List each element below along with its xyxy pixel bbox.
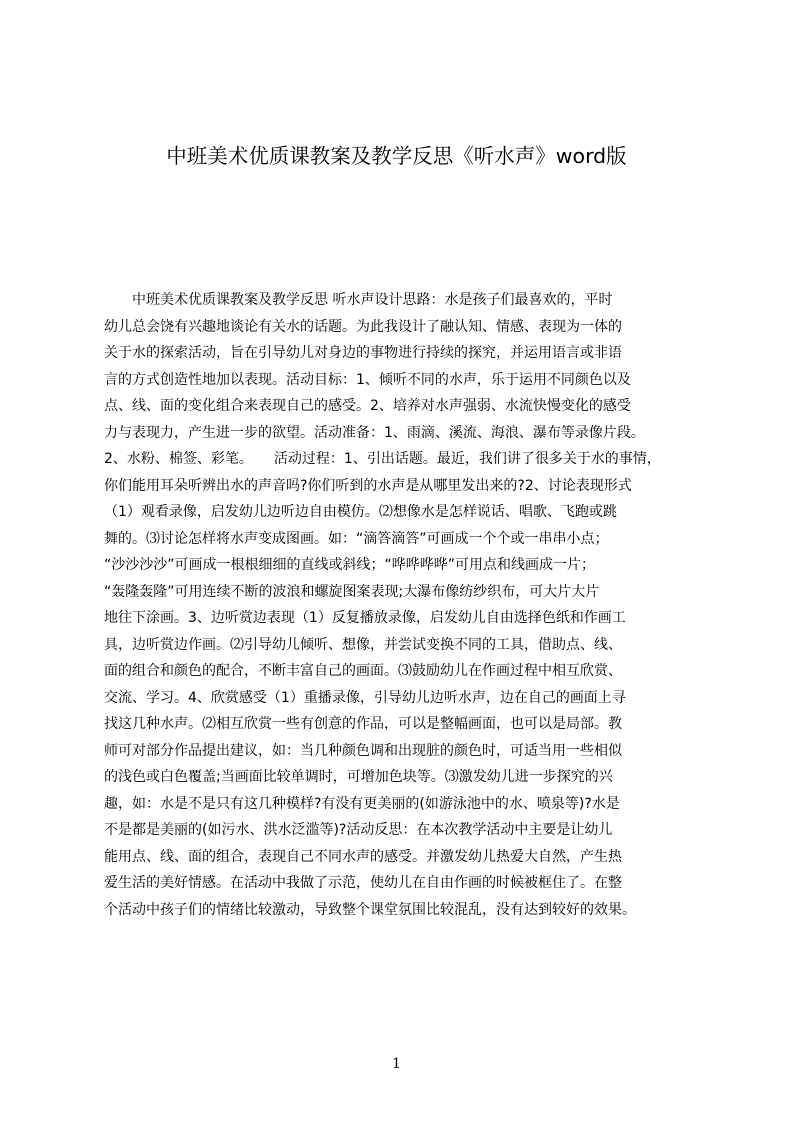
text-line: 爱生活的美好情感。在活动中我做了示范，使幼儿在自由作画的时候被框住了。在整 <box>104 875 622 891</box>
text-line: 你们能用耳朵听辨出水的声音吗?你们听到的水声是从哪里发出来的?2、讨论表现形式 <box>104 477 632 494</box>
text-line: 不是都是美丽的(如污水、洪水泛滥等)?活动反思：在本次教学活动中主要是让幼儿 <box>104 822 613 838</box>
text-line: 找这几种水声。⑵相互欣赏一些有创意的作品，可以是整幅画面，也可以是局部。教 <box>104 716 622 732</box>
text-line: 交流、学习。4、欣赏感受（1）重播录像，引导幼儿边听水声，边在自己的画面上寻 <box>104 689 626 706</box>
text-line: 力与表现力，产生进一步的欲望。活动准备：1、雨滴、溪流、海浪、瀑布等录像片段。 <box>104 424 645 441</box>
text-line: 能用点、线、面的组合，表现自己不同水声的感受。并激发幼儿热爱大自然，产生热 <box>104 848 622 865</box>
text-line: 关于水的探索活动，旨在引导幼儿对身边的事物进行持续的探究，并运用语言或非语 <box>104 345 622 361</box>
text-line: 中班美术优质课教案及教学反思 听水声设计思路：水是孩子们最喜欢的，平时 <box>104 292 613 308</box>
text-line: 具，边听赏边作画。⑵引导幼儿倾听、想像，并尝试变换不同的工具，借助点、线、 <box>104 636 622 653</box>
text-line: 点、线、面的变化组合来表现自己的感受。2、培养对水声强弱、水流快慢变化的感受 <box>104 398 631 414</box>
text-line: 幼儿总会饶有兴趣地谈论有关水的话题。为此我设计了融认知、情感、表现为一体的 <box>104 318 622 335</box>
text-line: 舞的。⑶讨论怎样将水声变成图画。如：“滴答滴答”可画成一个个或一串串小点； <box>104 530 609 547</box>
text-line: 地往下涂画。3、边听赏边表现（1）反复播放录像，启发幼儿自由选择色纸和作画工 <box>104 610 626 626</box>
text-line: “沙沙沙沙”可画成一根根细细的直线或斜线；“哗哗哗哗”可用点和线画成一片； <box>104 557 596 573</box>
text-line: 面的组合和颜色的配合，不断丰富自己的画面。⑶鼓励幼儿在作画过程中相互欣赏、 <box>104 663 622 679</box>
text-line: 2、水粉、棉签、彩笔。 活动过程：1、引出话题。最近，我们讲了很多关于水的事情， <box>104 451 661 467</box>
text-line: 个活动中孩子们的情绪比较激动，导致整个课堂氛围比较混乱，没有达到较好的效果。 <box>104 901 636 918</box>
page-number: 1 <box>392 1056 401 1072</box>
text-line: （1）观看录像，启发幼儿边听边自由模仿。⑵想像水是怎样说话、唱歌、飞跑或跳 <box>104 504 617 520</box>
text-line: 趣，如：水是不是只有这几种模样?有没有更美丽的(如游泳池中的水、喷泉等)?水是 <box>104 795 620 812</box>
text-line: 的浅色或白色覆盖;当画面比较单调时，可增加色块等。⑶激发幼儿进一步探究的兴 <box>104 769 613 785</box>
text-line: 师可对部分作品提出建议，如：当几种颜色调和出现脏的颜色时，可适当用一些相似 <box>104 742 622 759</box>
body-text <box>104 287 700 923</box>
text-line: “轰隆轰隆”可用连续不断的波浪和螺旋图案表现;大瀑布像纺纱织布，可大片大片 <box>104 583 600 600</box>
text-line: 言的方式创造性地加以表现。活动目标：1、倾听不同的水声，乐于运用不同颜色以及 <box>104 371 631 388</box>
document-title: 中班美术优质课教案及教学反思《听水声》word版 <box>166 144 627 168</box>
